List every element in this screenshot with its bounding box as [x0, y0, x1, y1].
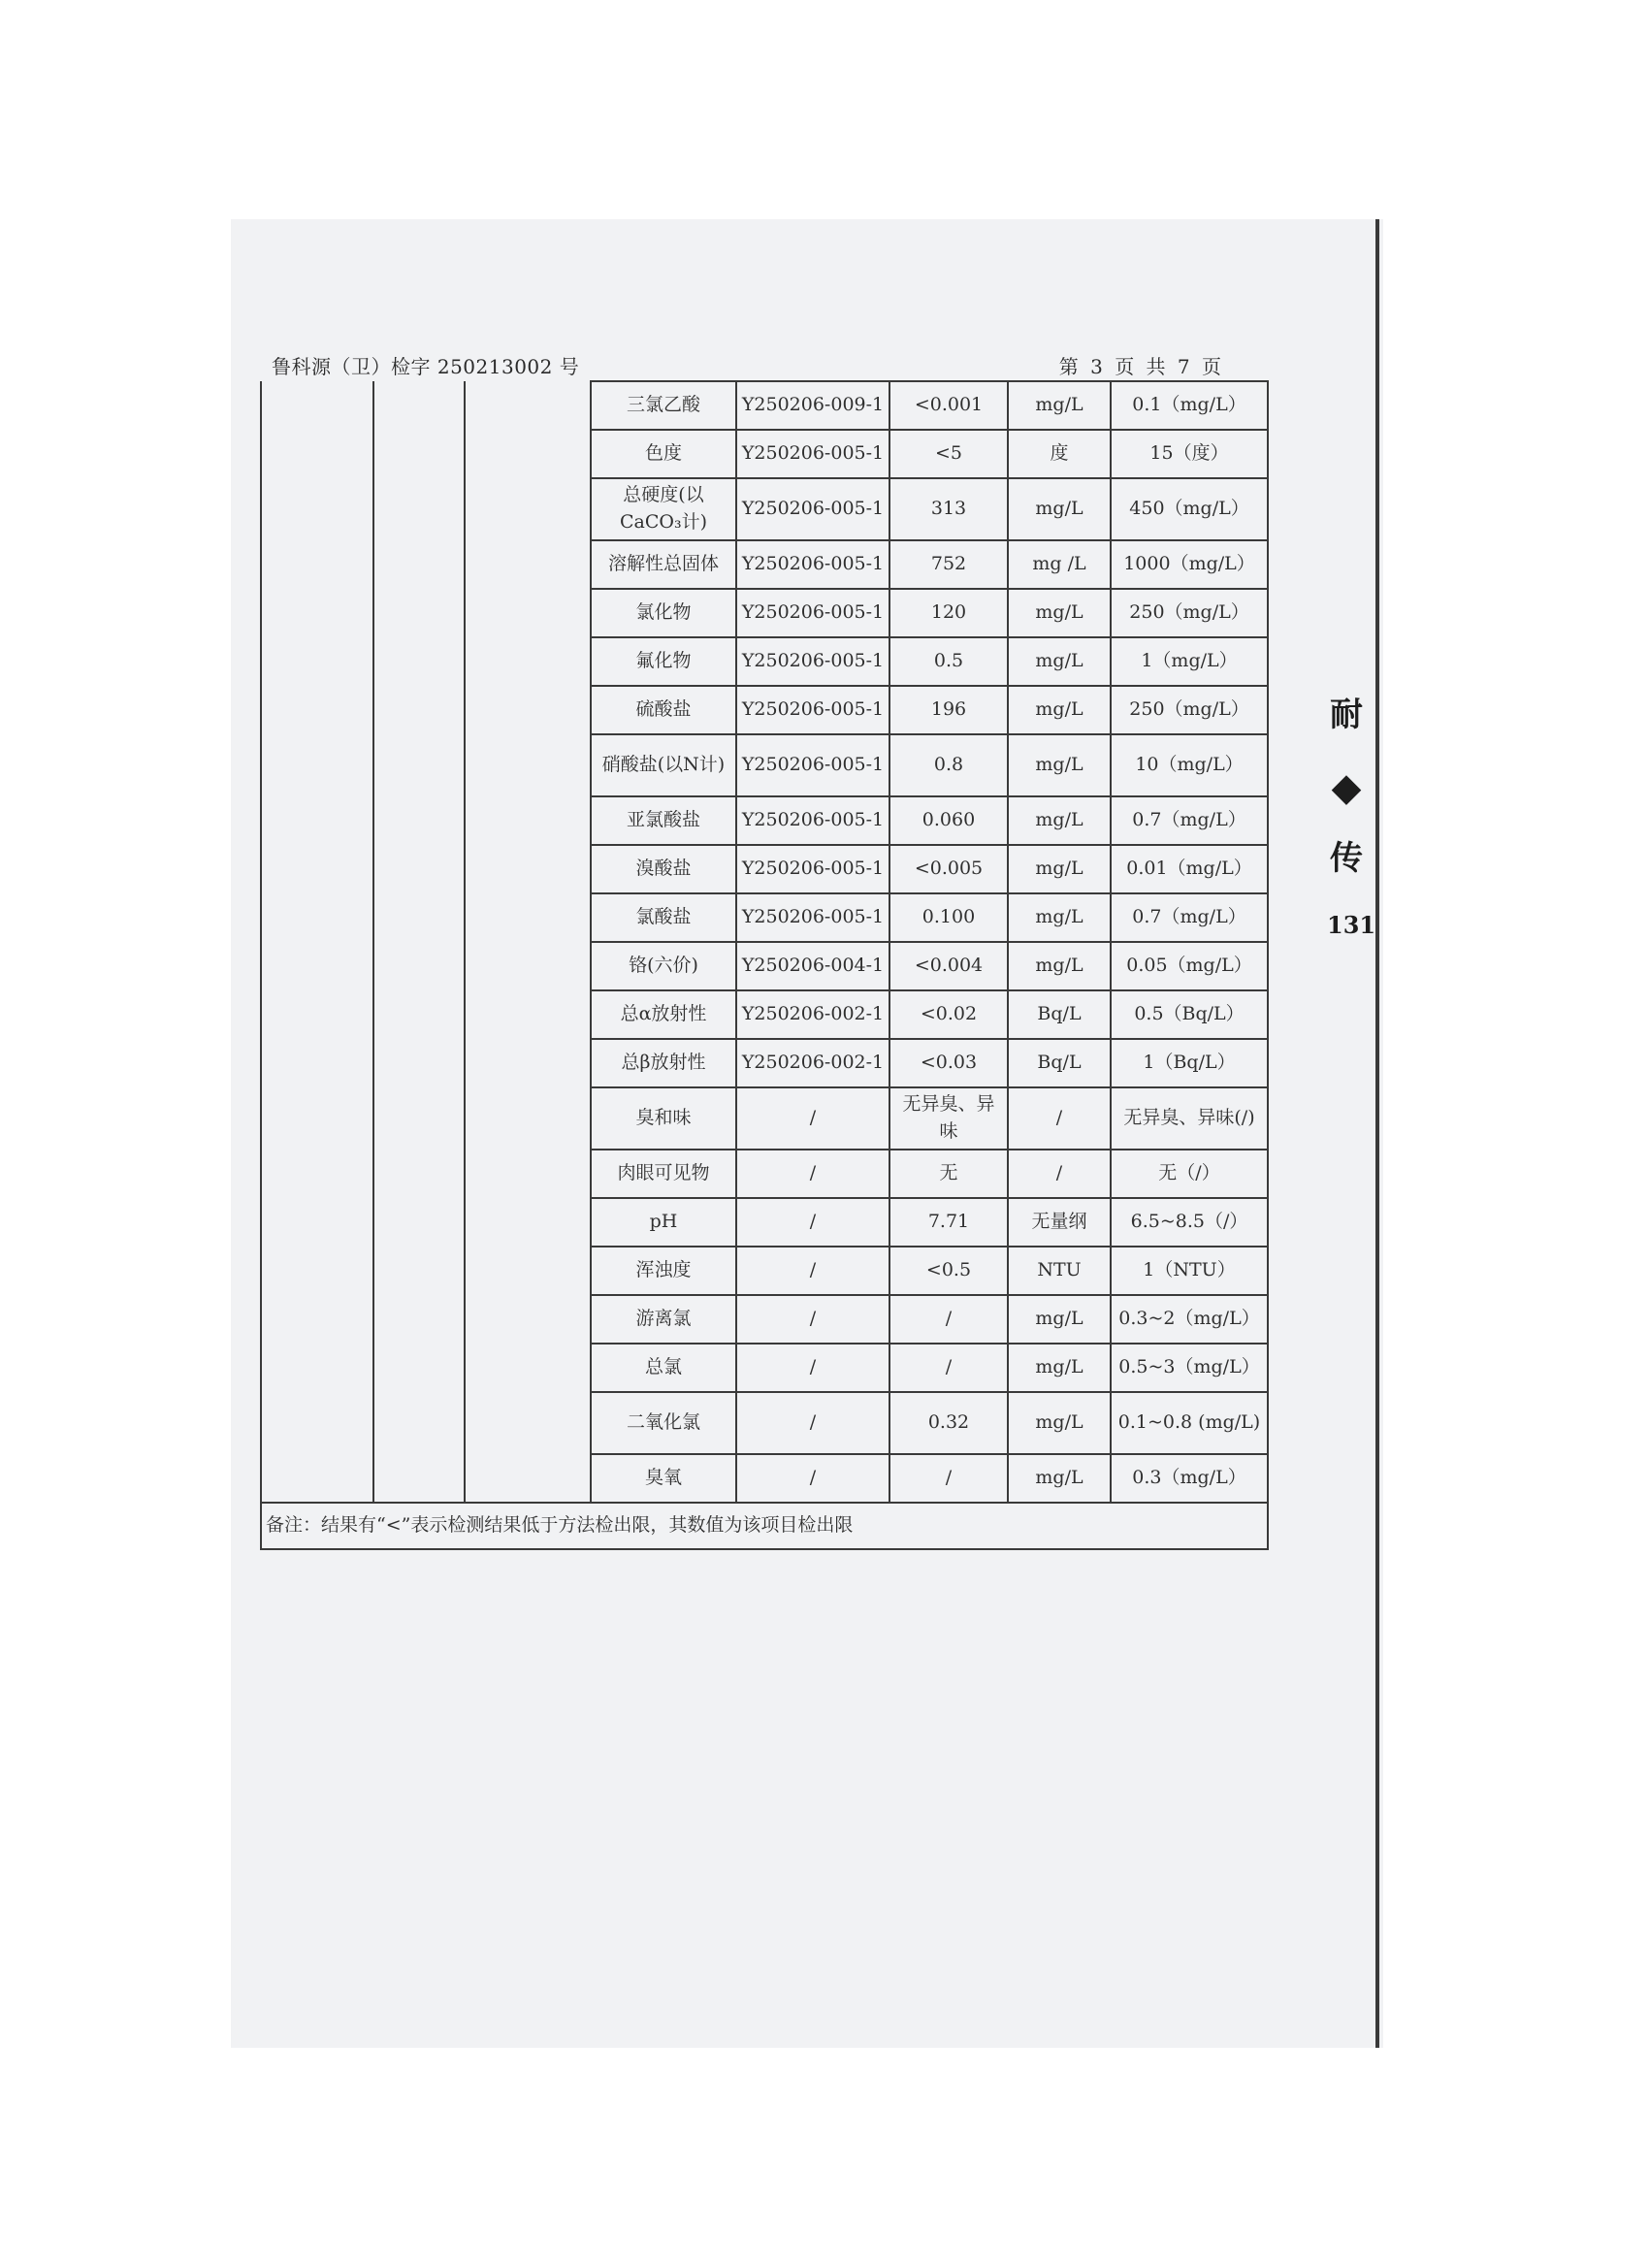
note-row — [261, 1503, 1268, 1549]
sample-number-cell: / — [736, 1087, 889, 1150]
sample-number-cell: / — [736, 1454, 889, 1503]
unit-cell: Bq/L — [1008, 990, 1111, 1039]
test-results-table — [260, 380, 1269, 1550]
unit-cell: mg/L — [1008, 637, 1111, 686]
item-cell: 总氯 — [591, 1344, 736, 1392]
limit-cell: 0.1~0.8 (mg/L) — [1111, 1392, 1268, 1454]
sample-number-cell: Y250206-002-1 — [736, 1039, 889, 1087]
item-cell: 硫酸盐 — [591, 686, 736, 734]
page-header — [272, 347, 1224, 380]
limit-cell: 0.5~3（mg/L） — [1111, 1344, 1268, 1392]
sample-number-cell: / — [736, 1247, 889, 1295]
unit-cell: mg/L — [1008, 796, 1111, 845]
sample-number-cell: / — [736, 1150, 889, 1198]
result-cell: <5 — [889, 430, 1008, 478]
limit-cell: 1（mg/L） — [1111, 637, 1268, 686]
result-cell: 0.5 — [889, 637, 1008, 686]
item-cell: 臭氧 — [591, 1454, 736, 1503]
sample-number-cell: / — [736, 1392, 889, 1454]
limit-cell: 15（度） — [1111, 430, 1268, 478]
result-cell: 752 — [889, 540, 1008, 589]
result-cell: 7.71 — [889, 1198, 1008, 1247]
unit-cell: Bq/L — [1008, 1039, 1111, 1087]
item-cell: pH — [591, 1198, 736, 1247]
result-cell: 0.32 — [889, 1392, 1008, 1454]
sample-number-cell: Y250206-005-1 — [736, 589, 889, 637]
blank-col-3 — [465, 381, 591, 1503]
result-cell: 313 — [889, 478, 1008, 540]
item-cell: 色度 — [591, 430, 736, 478]
item-cell: 游离氯 — [591, 1295, 736, 1344]
sample-number-cell: / — [736, 1344, 889, 1392]
item-cell: 总α放射性 — [591, 990, 736, 1039]
remarks-note: 备注：结果有“<”表示检测结果低于方法检出限，其数值为该项目检出限 — [261, 1503, 1268, 1549]
limit-cell: 6.5~8.5（/） — [1111, 1198, 1268, 1247]
unit-cell: mg/L — [1008, 478, 1111, 540]
unit-cell: / — [1008, 1087, 1111, 1150]
item-cell: 硝酸盐(以N计) — [591, 734, 736, 796]
item-cell: 浑浊度 — [591, 1247, 736, 1295]
limit-cell: 0.1（mg/L） — [1111, 381, 1268, 430]
result-cell: / — [889, 1295, 1008, 1344]
result-cell: 196 — [889, 686, 1008, 734]
unit-cell: mg/L — [1008, 845, 1111, 893]
result-cell: 0.8 — [889, 734, 1008, 796]
unit-cell: mg/L — [1008, 1454, 1111, 1503]
side-mark: 传 — [1330, 839, 1363, 878]
result-cell: <0.004 — [889, 942, 1008, 990]
result-cell: <0.5 — [889, 1247, 1008, 1295]
unit-cell: 度 — [1008, 430, 1111, 478]
item-cell: 氯酸盐 — [591, 893, 736, 942]
unit-cell: mg/L — [1008, 734, 1111, 796]
blank-col-2 — [373, 381, 465, 1503]
sample-number-cell: Y250206-005-1 — [736, 686, 889, 734]
unit-cell: mg /L — [1008, 540, 1111, 589]
limit-cell: 无（/） — [1111, 1150, 1268, 1198]
limit-cell: 0.05（mg/L） — [1111, 942, 1268, 990]
item-cell: 总β放射性 — [591, 1039, 736, 1087]
sample-number-cell: Y250206-005-1 — [736, 478, 889, 540]
unit-cell: NTU — [1008, 1247, 1111, 1295]
limit-cell: 1（Bq/L） — [1111, 1039, 1268, 1087]
limit-cell: 0.3（mg/L） — [1111, 1454, 1268, 1503]
unit-cell: mg/L — [1008, 893, 1111, 942]
result-cell: 无异臭、异味 — [889, 1087, 1008, 1150]
side-mark: 131 — [1327, 911, 1376, 939]
sample-number-cell: Y250206-005-1 — [736, 734, 889, 796]
sample-number-cell: Y250206-005-1 — [736, 796, 889, 845]
unit-cell: mg/L — [1008, 1295, 1111, 1344]
limit-cell: 0.3~2（mg/L） — [1111, 1295, 1268, 1344]
unit-cell: mg/L — [1008, 942, 1111, 990]
sample-number-cell: Y250206-005-1 — [736, 845, 889, 893]
result-cell: <0.005 — [889, 845, 1008, 893]
result-cell: <0.03 — [889, 1039, 1008, 1087]
item-cell: 总硬度(以CaCO₃计) — [591, 478, 736, 540]
item-cell: 臭和味 — [591, 1087, 736, 1150]
result-cell: <0.001 — [889, 381, 1008, 430]
sample-number-cell: Y250206-005-1 — [736, 540, 889, 589]
limit-cell: 450（mg/L） — [1111, 478, 1268, 540]
limit-cell: 250（mg/L） — [1111, 686, 1268, 734]
result-cell: / — [889, 1454, 1008, 1503]
sample-number-cell: / — [736, 1295, 889, 1344]
side-mark: 耐 — [1330, 696, 1363, 734]
unit-cell: / — [1008, 1150, 1111, 1198]
side-stamp-marks — [1327, 696, 1376, 939]
unit-cell: mg/L — [1008, 381, 1111, 430]
item-cell: 肉眼可见物 — [591, 1150, 736, 1198]
limit-cell: 0.01（mg/L） — [1111, 845, 1268, 893]
paper-edge — [1375, 219, 1379, 2048]
result-cell: 120 — [889, 589, 1008, 637]
item-cell: 溶解性总固体 — [591, 540, 736, 589]
unit-cell: mg/L — [1008, 589, 1111, 637]
item-cell: 氯化物 — [591, 589, 736, 637]
item-cell: 氟化物 — [591, 637, 736, 686]
limit-cell: 10（mg/L） — [1111, 734, 1268, 796]
result-cell: 0.060 — [889, 796, 1008, 845]
item-cell: 亚氯酸盐 — [591, 796, 736, 845]
limit-cell: 250（mg/L） — [1111, 589, 1268, 637]
limit-cell: 0.5（Bq/L） — [1111, 990, 1268, 1039]
limit-cell: 0.7（mg/L） — [1111, 796, 1268, 845]
page-indicator: 第 3 页 共 7 页 — [1058, 355, 1224, 378]
sample-number-cell: Y250206-002-1 — [736, 990, 889, 1039]
sample-number-cell: Y250206-005-1 — [736, 893, 889, 942]
limit-cell: 无异臭、异味(/) — [1111, 1087, 1268, 1150]
limit-cell: 0.7（mg/L） — [1111, 893, 1268, 942]
result-cell: 0.100 — [889, 893, 1008, 942]
item-cell: 溴酸盐 — [591, 845, 736, 893]
result-cell: <0.02 — [889, 990, 1008, 1039]
sample-number-cell: Y250206-004-1 — [736, 942, 889, 990]
item-cell: 铬(六价) — [591, 942, 736, 990]
sample-number-cell: / — [736, 1198, 889, 1247]
limit-cell: 1000（mg/L） — [1111, 540, 1268, 589]
table-row — [261, 381, 1268, 430]
item-cell: 二氧化氯 — [591, 1392, 736, 1454]
sample-number-cell: Y250206-005-1 — [736, 637, 889, 686]
unit-cell: 无量纲 — [1008, 1198, 1111, 1247]
unit-cell: mg/L — [1008, 686, 1111, 734]
side-mark: ◆ — [1331, 764, 1362, 810]
report-number: 鲁科源（卫）检字 250213002 号 — [272, 355, 580, 378]
blank-col-1 — [261, 381, 373, 1503]
unit-cell: mg/L — [1008, 1392, 1111, 1454]
result-cell: 无 — [889, 1150, 1008, 1198]
sample-number-cell: Y250206-009-1 — [736, 381, 889, 430]
unit-cell: mg/L — [1008, 1344, 1111, 1392]
result-cell: / — [889, 1344, 1008, 1392]
sample-number-cell: Y250206-005-1 — [736, 430, 889, 478]
limit-cell: 1（NTU） — [1111, 1247, 1268, 1295]
item-cell: 三氯乙酸 — [591, 381, 736, 430]
